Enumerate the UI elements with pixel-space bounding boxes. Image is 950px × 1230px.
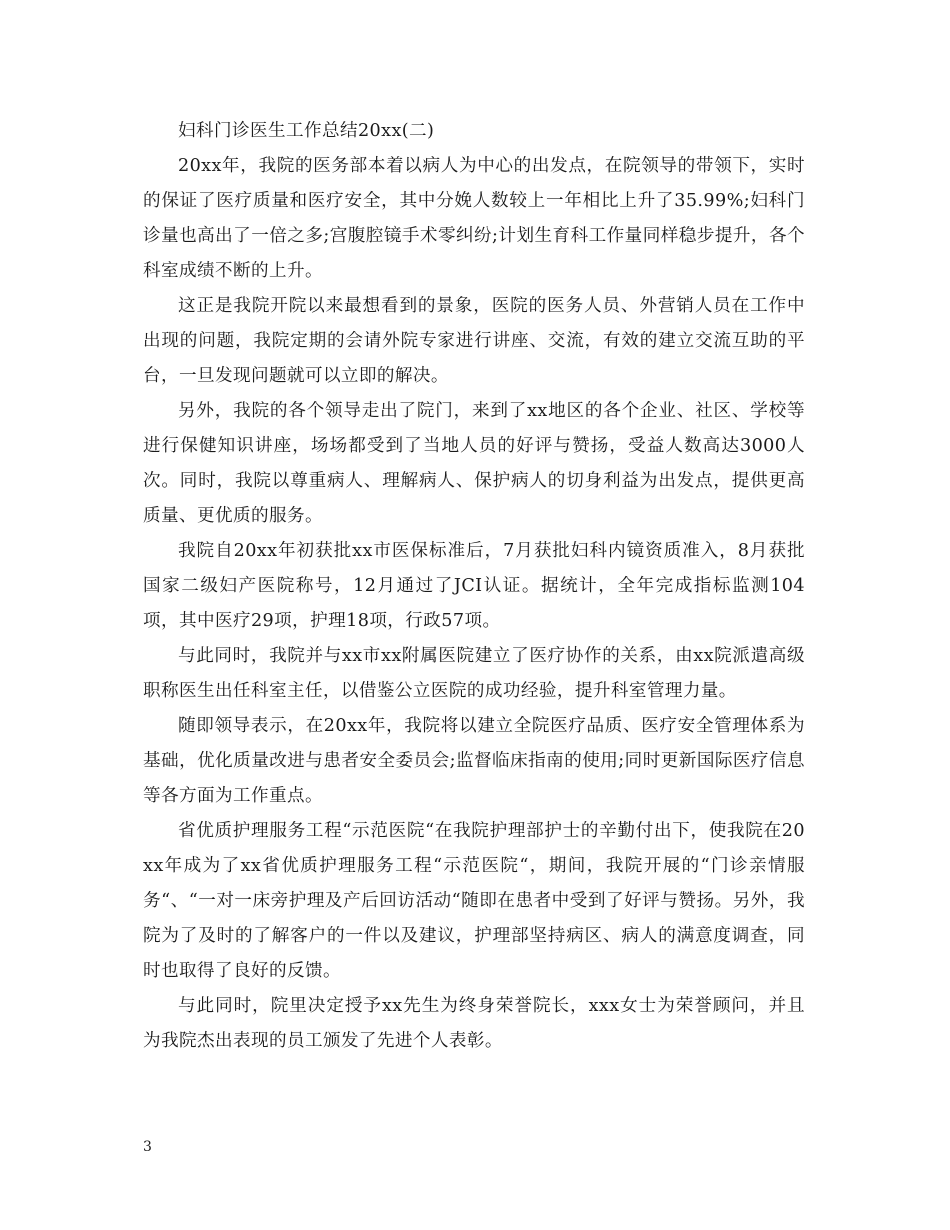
document-title: 妇科门诊医生工作总结20xx(二) (178, 121, 435, 141)
paragraph-3: 另外，我院的各个领导走出了院门，来到了xx地区的各个企业、社区、学校等进行保健知识讲座，场场都受到了当地人员的好评与赞扬，受益人数高达3000人次。同时，我院以尊重病人、理解病人、保护病人的切身利益为出发点，提供更高质量、更优质的服务。 (143, 401, 805, 526)
paragraph-2: 这正是我院开院以来最想看到的景象，医院的医务人员、外营销人员在工作中出现的问题，我院定期的会请外院专家进行讲座、交流，有效的建立交流互助的平台，一旦发现问题就可以立即的解决。 (143, 296, 805, 386)
paragraph-5: 与此同时，我院并与xx市xx附属医院建立了医疗协作的关系，由xx院派遣高级职称医生出任科室主任，以借鉴公立医院的成功经验，提升科室管理力量。 (143, 646, 805, 701)
document-body (143, 114, 805, 1059)
page-number: 3 (143, 1139, 152, 1155)
paragraph-8: 与此同时，院里决定授予xx先生为终身荣誉院长，xxx女士为荣誉顾问，并且为我院杰出表现的员工颁发了先进个人表彰。 (143, 996, 805, 1051)
paragraph-7: 省优质护理服务工程“示范医院“在我院护理部护士的辛勤付出下，使我院在20xx年成为了xx省优质护理服务工程“示范医院“，期间，我院开展的“门诊亲情服务“、“一对一床旁护理及产后回访活动“随即在患者中受到了好评与赞扬。另外，我院为了及时的了解客户的一件以及建议，护理部坚持病区、病人的满意度调查，同时也取得了良好的反馈。 (143, 821, 805, 981)
paragraph-4: 我院自20xx年初获批xx市医保标准后，7月获批妇科内镜资质准入，8月获批国家二级妇产医院称号，12月通过了JCI认证。据统计，全年完成指标监测104项，其中医疗29项，护理18项，行政57项。 (143, 541, 805, 631)
paragraph-1: 20xx年，我院的医务部本着以病人为中心的出发点，在院领导的带领下，实时的保证了医疗质量和医疗安全，其中分娩人数较上一年相比上升了35.99%;妇科门诊量也高出了一倍之多;宫腹腔镜手术零纠纷;计划生育科工作量同样稳步提升，各个科室成绩不断的上升。 (143, 156, 805, 281)
paragraph-6: 随即领导表示，在20xx年，我院将以建立全院医疗品质、医疗安全管理体系为基础，优化质量改进与患者安全委员会;监督临床指南的使用;同时更新国际医疗信息等各方面为工作重点。 (143, 716, 805, 806)
